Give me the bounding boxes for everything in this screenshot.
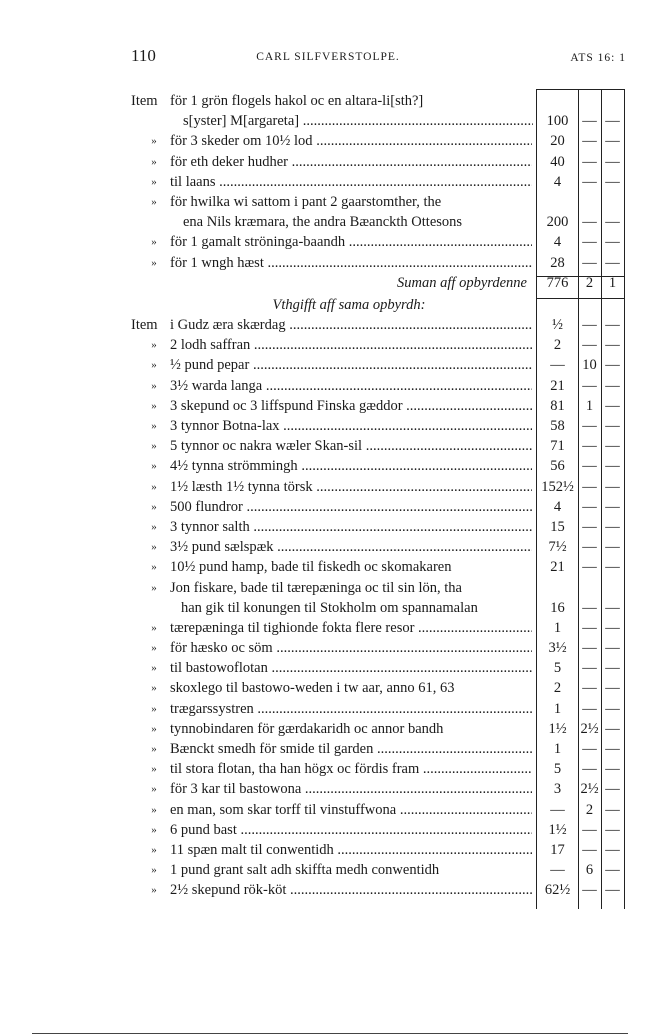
ledger-row [0, 111, 656, 131]
ledger-row [0, 253, 656, 273]
entry-text: Jon fiskare, bade til tærepæninga oc til sin lön, tha [170, 579, 462, 596]
amount-penningar: — [605, 153, 620, 170]
ledger-entries [0, 91, 656, 901]
entry-text: 1½ læsth 1½ tynna törsk ..... [170, 477, 532, 497]
amount-marks: 62½ [544, 882, 571, 899]
entry-text: 3 skepund oc 3 liffspund Finska gæddor ..... [170, 396, 532, 416]
entry-text: 5 tynnor oc nakra wæler Skan-sil ..... [170, 436, 532, 456]
amount-marks: 17 [550, 841, 565, 858]
ledger-row [0, 497, 656, 517]
amount-penningar: — [605, 317, 620, 334]
amount-penningar: — [605, 599, 620, 616]
row-prefix: » [151, 195, 157, 208]
row-prefix: » [151, 823, 157, 836]
row-prefix: » [151, 803, 157, 816]
amount-marks: 3½ [548, 640, 567, 657]
amount-marks: 4 [553, 173, 562, 190]
row-prefix: » [151, 783, 157, 796]
amount-ore: — [582, 841, 597, 858]
amount-ore: — [582, 619, 597, 636]
amount-marks: 40 [550, 153, 565, 170]
amount-ore: — [582, 559, 597, 576]
entry-text: han gik til konungen til Stokholm om spannamalan [181, 599, 478, 616]
amount-penningar: — [605, 478, 620, 495]
ledger-row [0, 436, 656, 456]
amount-penningar: — [605, 214, 620, 231]
entry-text: för 1 wngh hæst ..... [170, 253, 532, 273]
amount-ore: — [582, 214, 597, 231]
entry-text: 500 flundror ..... [170, 497, 532, 517]
amount-ore: — [582, 640, 597, 657]
amount-marks: 776 [546, 274, 569, 291]
row-prefix: » [151, 722, 157, 735]
amount-penningar: — [605, 539, 620, 556]
row-prefix: » [151, 440, 157, 453]
amount-marks: — [550, 357, 565, 374]
amount-penningar: — [605, 397, 620, 414]
amount-penningar: — [605, 377, 620, 394]
row-prefix: » [151, 135, 157, 148]
ledger-row [0, 152, 656, 172]
amount-marks: 3 [553, 781, 562, 798]
amount-ore: 2 [585, 801, 594, 818]
ledger-row [0, 335, 656, 355]
entry-text: tynnobindaren för gærdakaridh oc annor bandh [170, 720, 444, 737]
amount-penningar: — [605, 357, 620, 374]
entry-text: tærepæninga til tighionde fokta flere resor ..... [170, 618, 532, 638]
amount-marks: 4 [553, 234, 562, 251]
amount-ore: — [582, 317, 597, 334]
amount-penningar: — [605, 862, 620, 879]
amount-penningar: — [605, 882, 620, 899]
ledger-top-rule [536, 89, 625, 90]
entry-text: 3 tynnor salth ..... [170, 517, 532, 537]
entry-text: i Gudz æra skærdag ..... [170, 315, 532, 335]
ledger-row [0, 192, 656, 212]
ledger-row [0, 759, 656, 779]
amount-marks: 21 [550, 377, 565, 394]
amount-penningar: — [605, 133, 620, 150]
row-prefix: » [151, 662, 157, 675]
row-prefix: » [151, 359, 157, 372]
row-prefix: » [151, 175, 157, 188]
amount-ore: — [582, 418, 597, 434]
row-prefix: » [151, 581, 157, 594]
ledger-row [0, 638, 656, 658]
amount-penningar: — [605, 821, 620, 838]
amount-marks: 5 [553, 660, 562, 677]
ledger-row [0, 232, 656, 252]
ledger-row [0, 578, 656, 598]
row-prefix: » [151, 561, 157, 574]
amount-marks: 5 [553, 761, 562, 778]
amount-ore: — [582, 498, 597, 515]
amount-penningar: — [605, 801, 620, 818]
amount-ore: — [582, 377, 597, 394]
ledger-row [0, 678, 656, 698]
ledger-row [0, 212, 656, 232]
amount-ore: — [582, 761, 597, 778]
ledger-row [0, 719, 656, 739]
row-prefix: » [151, 399, 157, 412]
amount-marks: 152½ [541, 478, 574, 495]
amount-marks: 4 [553, 498, 562, 515]
entry-text: 4½ tynna strömmingh ..... [170, 456, 532, 476]
amount-ore: — [582, 680, 597, 697]
row-prefix: » [151, 541, 157, 554]
amount-marks: 1 [553, 700, 562, 717]
amount-marks: 16 [550, 599, 565, 616]
entry-text: för hæsko oc söm ..... [170, 638, 532, 658]
entry-text: 11 spæn malt til conwentidh ..... [170, 840, 532, 860]
amount-marks: 1 [553, 619, 562, 636]
row-prefix: » [151, 702, 157, 715]
amount-penningar: — [605, 680, 620, 697]
amount-penningar: — [605, 113, 620, 130]
ledger-row [0, 557, 656, 577]
entry-text: skoxlego til bastowo-weden i tw aar, anno 61, 63 [170, 680, 455, 697]
ledger-row [0, 355, 656, 375]
amount-penningar: — [605, 640, 620, 657]
amount-ore: — [582, 234, 597, 251]
row-prefix: Item [131, 93, 158, 109]
amount-penningar: — [605, 741, 620, 757]
ledger-row [0, 860, 656, 880]
amount-ore: 2½ [580, 720, 599, 737]
entry-text: 3 tynnor Botna-lax ..... [170, 416, 532, 436]
amount-ore: — [582, 539, 597, 556]
amount-marks: 21 [550, 559, 565, 576]
amount-penningar: — [605, 518, 620, 535]
row-prefix: » [151, 420, 157, 432]
ledger-row [0, 131, 656, 151]
amount-penningar: — [605, 781, 620, 798]
amount-ore: — [582, 882, 597, 899]
ledger-row [0, 699, 656, 719]
amount-penningar: — [605, 173, 620, 190]
row-prefix: » [151, 682, 157, 695]
amount-penningar: — [605, 660, 620, 677]
entry-text: 10½ pund hamp, bade til fiskedh oc skomakaren [170, 559, 452, 576]
row-prefix: » [151, 864, 157, 877]
row-prefix: » [151, 379, 157, 392]
page-bottom-edge [32, 1033, 628, 1034]
ledger-row [0, 840, 656, 860]
row-prefix: » [151, 236, 157, 249]
entry-text: 3½ warda langa ..... [170, 376, 532, 396]
row-prefix: » [151, 480, 157, 493]
ledger-row [0, 820, 656, 840]
ledger-row [0, 295, 656, 315]
amount-marks: — [550, 801, 565, 818]
amount-penningar: — [605, 458, 620, 475]
entry-text: 1 pund grant salt adh skiffta medh conwentidh [170, 862, 440, 879]
archive-reference: ATS 16: 1 [570, 52, 626, 64]
running-title: CARL SILFVERSTOLPE. [256, 51, 400, 63]
amount-penningar: — [605, 254, 620, 271]
page-number: 110 [131, 46, 156, 65]
row-prefix: » [151, 763, 157, 776]
row-prefix: » [151, 621, 157, 634]
row-prefix: » [151, 155, 157, 168]
amount-marks: 100 [546, 113, 569, 130]
entry-text: för 1 gamalt ströninga-baandh ..... [170, 232, 532, 252]
ledger-row [0, 779, 656, 799]
entry-text: 6 pund bast ..... [170, 820, 532, 840]
amount-marks: 81 [550, 397, 565, 414]
amount-penningar: — [605, 438, 620, 455]
ledger-row [0, 800, 656, 820]
section-heading: Vthgifft aff sama opbyrdh: [272, 296, 426, 313]
ledger-row [0, 880, 656, 900]
amount-marks: 71 [550, 438, 565, 455]
entry-text: för hwilka wi sattom i pant 2 gaarstomther, the [170, 193, 442, 210]
entry-text: för 3 skeder om 10½ lod ..... [170, 131, 532, 151]
row-prefix: » [151, 500, 157, 513]
entry-text: Bænckt smedh för smide til garden ..... [170, 739, 532, 759]
amount-penningar: — [605, 234, 620, 251]
row-prefix: » [151, 884, 157, 897]
amount-ore: — [582, 337, 597, 354]
row-prefix: » [151, 339, 157, 352]
amount-ore: 1 [585, 397, 594, 414]
entry-text: för 1 grön flogels hakol oc en altara-li[sth?] [170, 93, 424, 109]
ledger-row [0, 618, 656, 638]
entry-text: en man, som skar torff til vinstuffwona ..... [170, 800, 532, 820]
amount-ore: — [582, 438, 597, 455]
entry-text: til stora flotan, tha han högx oc fördis fram ..... [170, 759, 532, 779]
amount-ore: — [582, 821, 597, 838]
amount-marks: 20 [550, 133, 565, 150]
amount-marks: 200 [546, 214, 569, 231]
sum-label: Suman aff opbyrdenne [397, 274, 527, 291]
amount-ore: 10 [582, 357, 597, 374]
amount-ore: — [582, 700, 597, 717]
amount-ore: — [582, 660, 597, 677]
ledger-row [0, 658, 656, 678]
ledger-row [0, 456, 656, 476]
amount-penningar: — [605, 559, 620, 576]
amount-penningar: — [605, 418, 620, 434]
amount-ore: — [582, 254, 597, 271]
amount-ore: — [582, 478, 597, 495]
amount-penningar: — [605, 841, 620, 858]
row-prefix: » [151, 843, 157, 856]
amount-penningar: 1 [608, 274, 617, 291]
ledger-row [0, 91, 656, 111]
amount-ore: — [582, 599, 597, 616]
amount-penningar: — [605, 720, 620, 737]
ledger-row [0, 273, 656, 293]
amount-marks: 2 [553, 337, 562, 354]
amount-penningar: — [605, 619, 620, 636]
ledger-row [0, 396, 656, 416]
ledger-row [0, 315, 656, 335]
row-prefix: » [151, 642, 157, 655]
amount-ore: 6 [585, 862, 594, 879]
ledger-row [0, 517, 656, 537]
entry-text: trægarssystren ..... [170, 699, 532, 719]
amount-marks: 56 [550, 458, 565, 475]
amount-ore: — [582, 153, 597, 170]
amount-marks: 2 [553, 680, 562, 697]
amount-marks: 7½ [548, 539, 567, 556]
entry-text: s[yster] M[argareta] ..... [183, 111, 533, 131]
amount-ore: — [582, 133, 597, 150]
amount-ore: — [582, 741, 597, 757]
row-prefix: » [151, 743, 157, 755]
entry-text: til laans ..... [170, 172, 532, 192]
entry-text: 2 lodh saffran ..... [170, 335, 532, 355]
ledger-row [0, 477, 656, 497]
amount-marks: 1 [553, 741, 562, 757]
ledger-row [0, 172, 656, 192]
amount-marks: 1½ [548, 720, 567, 737]
amount-ore: — [582, 518, 597, 535]
amount-marks: 28 [550, 254, 565, 271]
amount-ore: 2½ [580, 781, 599, 798]
entry-text: för 3 kar til bastowona ..... [170, 779, 532, 799]
amount-penningar: — [605, 700, 620, 717]
entry-text: 3½ pund sælspæk ..... [170, 537, 532, 557]
amount-marks: 1½ [548, 821, 567, 838]
ledger-row [0, 537, 656, 557]
amount-ore: 2 [585, 274, 594, 291]
amount-ore: — [582, 173, 597, 190]
entry-text: ena Nils kræmara, the andra Bæanckth Ottesons [183, 214, 463, 231]
amount-penningar: — [605, 761, 620, 778]
row-prefix: » [151, 256, 157, 269]
amount-penningar: — [605, 498, 620, 515]
amount-marks: ½ [552, 317, 563, 334]
entry-text: 2½ skepund rök-köt ..... [170, 880, 532, 900]
row-prefix: » [151, 460, 157, 473]
ledger-row [0, 416, 656, 436]
amount-marks: — [550, 862, 565, 879]
entry-text: för eth deker hudher ..... [170, 152, 532, 172]
ledger-row [0, 598, 656, 618]
entry-text: ½ pund pepar ..... [170, 355, 532, 375]
amount-marks: 15 [550, 518, 565, 535]
ledger-row [0, 739, 656, 759]
amount-ore: — [582, 113, 597, 130]
amount-penningar: — [605, 337, 620, 354]
amount-ore: — [582, 458, 597, 475]
entry-text: til bastowoflotan ..... [170, 658, 532, 678]
row-prefix: » [151, 520, 157, 533]
row-prefix: Item [131, 317, 158, 334]
ledger-row [0, 376, 656, 396]
amount-marks: 58 [550, 418, 565, 434]
